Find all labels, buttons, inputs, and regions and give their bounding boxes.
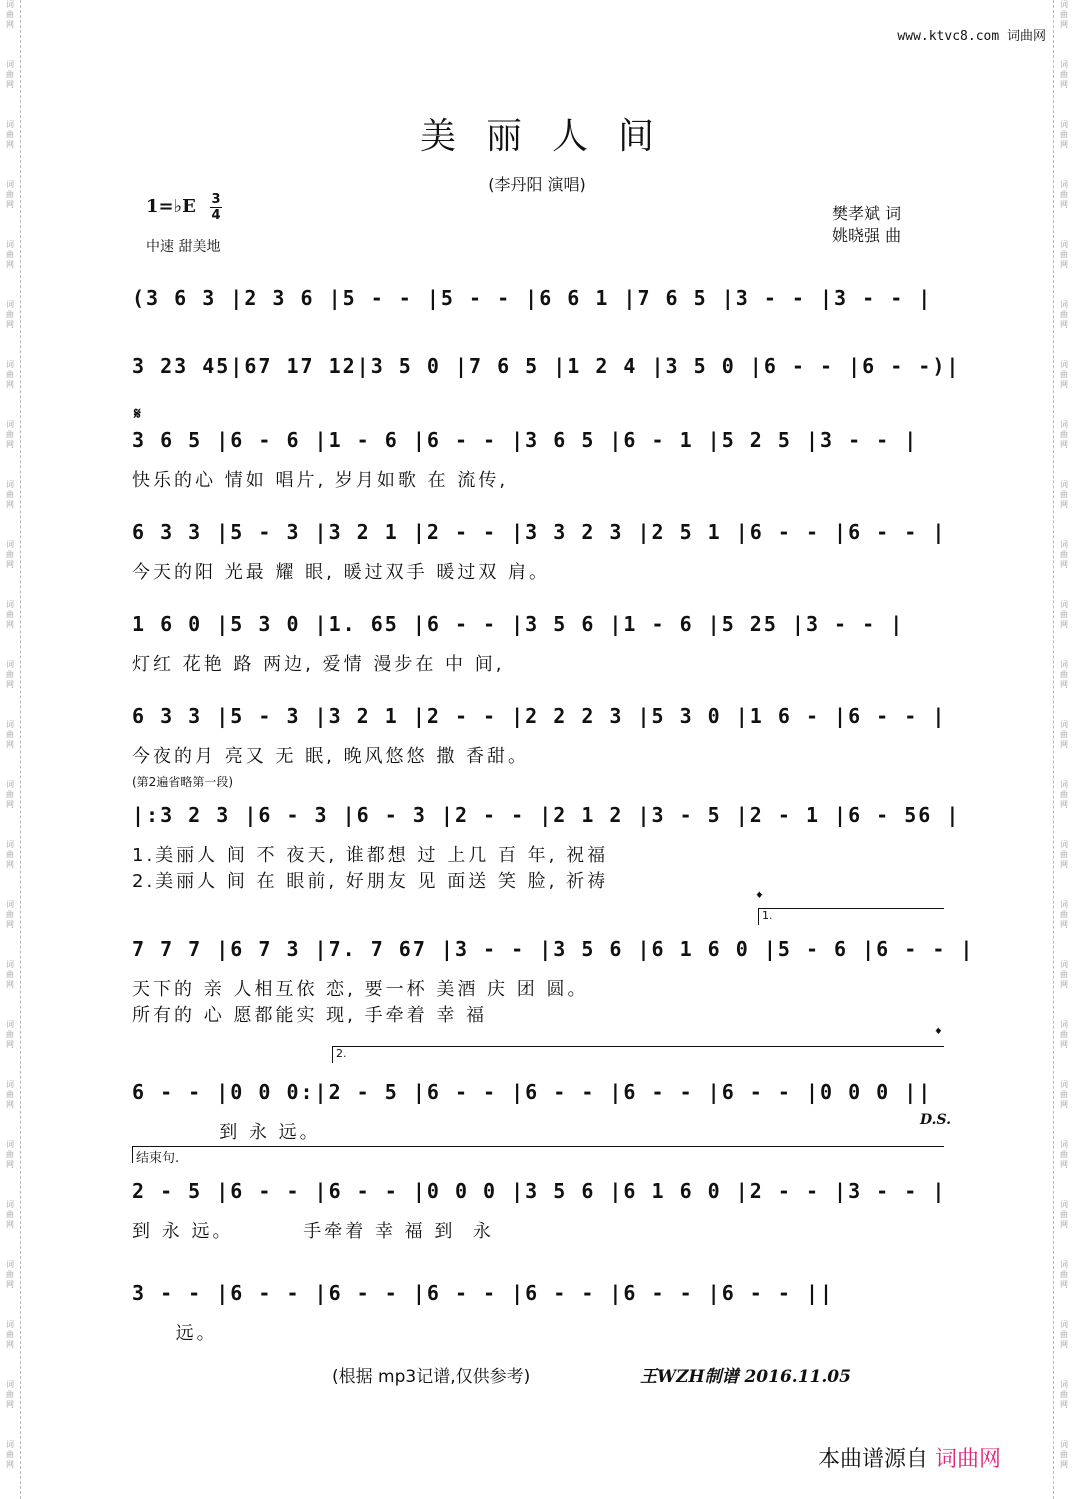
watermark-text: 词曲网	[6, 540, 14, 569]
skip-note: (第2遍省略第一段)	[132, 775, 233, 789]
segno-sign: 𝄋	[134, 404, 141, 423]
singer-credit: (李丹阳 演唱)	[488, 175, 586, 194]
notation-line: 3 23 45|67 17 12|3 5 0 |7 6 5 |1 2 4 |3 5 0 |6 - - |6 - -)|	[132, 354, 961, 378]
notation-line: 6 3 3 |5 - 3 |3 2 1 |2 - - |3 3 2 3 |2 5 1 |6 - - |6 - - |	[132, 520, 947, 544]
time-signature-bottom: 4	[211, 208, 221, 223]
watermark-text: 词曲网	[1060, 540, 1068, 569]
watermark-text: 词曲网	[6, 480, 14, 509]
tempo-marking: 中速 甜美地	[146, 239, 221, 255]
notation-line: 2 - 5 |6 - - |6 - - |0 0 0 |3 5 6 |6 1 6 0 |2 - - |3 - - |	[132, 1179, 947, 1203]
watermark-text: 词曲网	[1060, 600, 1068, 629]
lyric-line: 所有的 心 愿都能实 现, 手牵着 幸 福	[132, 1005, 488, 1026]
watermark-text: 词曲网	[6, 0, 14, 29]
watermark-text: 词曲网	[1060, 480, 1068, 509]
key-signature: 1=♭E	[146, 196, 196, 217]
watermark-text: 词曲网	[1060, 1140, 1068, 1169]
watermark-text: 词曲网	[6, 780, 14, 809]
watermark-text: 词曲网	[6, 300, 14, 329]
lyric-line: 1.美丽人 间 不 夜天, 谁都想 过 上几 百 年, 祝福	[132, 845, 609, 866]
watermark-text: 词曲网	[1060, 1320, 1068, 1349]
lyric-line: 快乐的心 情如 唱片, 岁月如歌 在 流传,	[132, 470, 509, 491]
lyric-line: 到 永 远。 手牵着 幸 福 到 永	[132, 1221, 494, 1242]
ds-marking: D.S.	[920, 1112, 952, 1128]
lyricist: 樊孝斌 词	[832, 204, 902, 223]
watermark-text: 词曲网	[1060, 120, 1068, 149]
watermark-text: 词曲网	[6, 240, 14, 269]
transcriber-signature: 王WZH制谱 2016.11.05	[640, 1367, 851, 1387]
time-signature-top: 3	[211, 192, 221, 207]
watermark-text: 词曲网	[6, 1080, 14, 1109]
source-prefix: 本曲谱源自	[818, 1447, 929, 1472]
notation-line: 3 6 5 |6 - 6 |1 - 6 |6 - - |3 6 5 |6 - 1 |5 2 5 |3 - - |	[132, 428, 919, 452]
watermark-text: 词曲网	[6, 1140, 14, 1169]
watermark-text: 词曲网	[1060, 780, 1068, 809]
watermark-text: 词曲网	[6, 1440, 14, 1469]
notation-line: 1 6 0 |5 3 0 |1. 65 |6 - - |3 5 6 |1 - 6 |5 25 |3 - - |	[132, 612, 905, 636]
watermark-text: 词曲网	[1060, 720, 1068, 749]
song-title: 美丽人间	[419, 116, 684, 157]
watermark-text: 词曲网	[1060, 0, 1068, 29]
lyric-line: 灯红 花艳 路 两边, 爱情 漫步在 中 间,	[132, 654, 505, 675]
source-line	[818, 1442, 1001, 1473]
watermark-text: 词曲网	[1060, 240, 1068, 269]
watermark-text: 词曲网	[1060, 960, 1068, 989]
watermark-text: 词曲网	[6, 1380, 14, 1409]
lyric-line: 今夜的月 亮又 无 眠, 晚风悠悠 撒 香甜。	[132, 746, 530, 767]
notation-line: 6 3 3 |5 - 3 |3 2 1 |2 - - |2 2 2 3 |5 3 0 |1 6 - |6 - - |	[132, 704, 947, 728]
source-brand-link[interactable]: 词曲网	[935, 1447, 1002, 1472]
time-signature	[210, 193, 222, 222]
notation-line: (3 6 3 |2 3 6 |5 - - |5 - - |6 6 1 |7 6 5 |3 - - |3 - - |	[132, 286, 933, 310]
watermark-text: 词曲网	[1060, 1080, 1068, 1109]
watermark-text: 词曲网	[6, 720, 14, 749]
watermark-text: 词曲网	[1060, 1440, 1068, 1469]
coda-sign-2: 𝄌	[936, 1026, 941, 1042]
watermark-text: 词曲网	[6, 360, 14, 389]
watermark-text: 词曲网	[6, 900, 14, 929]
watermark-text: 词曲网	[1060, 900, 1068, 929]
watermark-text: 词曲网	[1060, 360, 1068, 389]
watermark-text: 词曲网	[6, 1320, 14, 1349]
watermark-text: 词曲网	[6, 600, 14, 629]
watermark-text: 词曲网	[1060, 180, 1068, 209]
watermark-text: 词曲网	[1060, 1260, 1068, 1289]
volta-second: 2.	[332, 1046, 944, 1063]
watermark-text: 词曲网	[6, 1260, 14, 1289]
ending-label: 结束句.	[132, 1146, 944, 1163]
notation-line: 3 - - |6 - - |6 - - |6 - - |6 - - |6 - - |6 - - ||	[132, 1281, 835, 1305]
lyric-line: 远。	[132, 1323, 218, 1344]
coda-sign-1: 𝄌	[757, 890, 762, 906]
volta-first: 1.	[758, 908, 944, 925]
lyric-line: 今天的阳 光最 耀 眼, 暖过双手 暖过双 肩。	[132, 562, 551, 583]
watermark-text: 词曲网	[6, 180, 14, 209]
notation-line: 7 7 7 |6 7 3 |7. 7 67 |3 - - |3 5 6 |6 1 6 0 |5 - 6 |6 - - |	[132, 937, 975, 961]
notation-line: 6 - - |0 0 0:|2 - 5 |6 - - |6 - - |6 - - |6 - - |0 0 0 ||	[132, 1080, 933, 1104]
footer-note: (根据 mp3记谱,仅供参考)	[332, 1367, 531, 1387]
composer: 姚晓强 曲	[832, 226, 902, 245]
watermark-text: 词曲网	[1060, 1200, 1068, 1229]
watermark-text: 词曲网	[6, 1200, 14, 1229]
watermark-text: 词曲网	[6, 840, 14, 869]
watermark-text: 词曲网	[6, 60, 14, 89]
watermark-text: 词曲网	[1060, 60, 1068, 89]
watermark-text: 词曲网	[1060, 840, 1068, 869]
lyric-line: 2.美丽人 间 在 眼前, 好朋友 见 面送 笑 脸, 祈祷	[132, 871, 609, 892]
watermark-text: 词曲网	[6, 960, 14, 989]
credits	[832, 203, 901, 247]
lyric-line: 到 永 远。	[132, 1122, 321, 1143]
site-url[interactable]: www.ktvc8.com 词曲网	[897, 29, 1046, 44]
watermark-text: 词曲网	[6, 120, 14, 149]
watermark-text: 词曲网	[1060, 660, 1068, 689]
watermark-text: 词曲网	[1060, 1020, 1068, 1049]
watermark-text: 词曲网	[6, 1020, 14, 1049]
watermark-text: 词曲网	[1060, 420, 1068, 449]
lyric-line: 天下的 亲 人相互依 恋, 要一杯 美酒 庆 团 圆。	[132, 979, 589, 1000]
watermark-text: 词曲网	[1060, 1380, 1068, 1409]
watermark-text: 词曲网	[6, 660, 14, 689]
watermark-text: 词曲网	[6, 420, 14, 449]
watermark-text: 词曲网	[1060, 300, 1068, 329]
notation-line: |:3 2 3 |6 - 3 |6 - 3 |2 - - |2 1 2 |3 - 5 |2 - 1 |6 - 56 |	[132, 803, 961, 827]
